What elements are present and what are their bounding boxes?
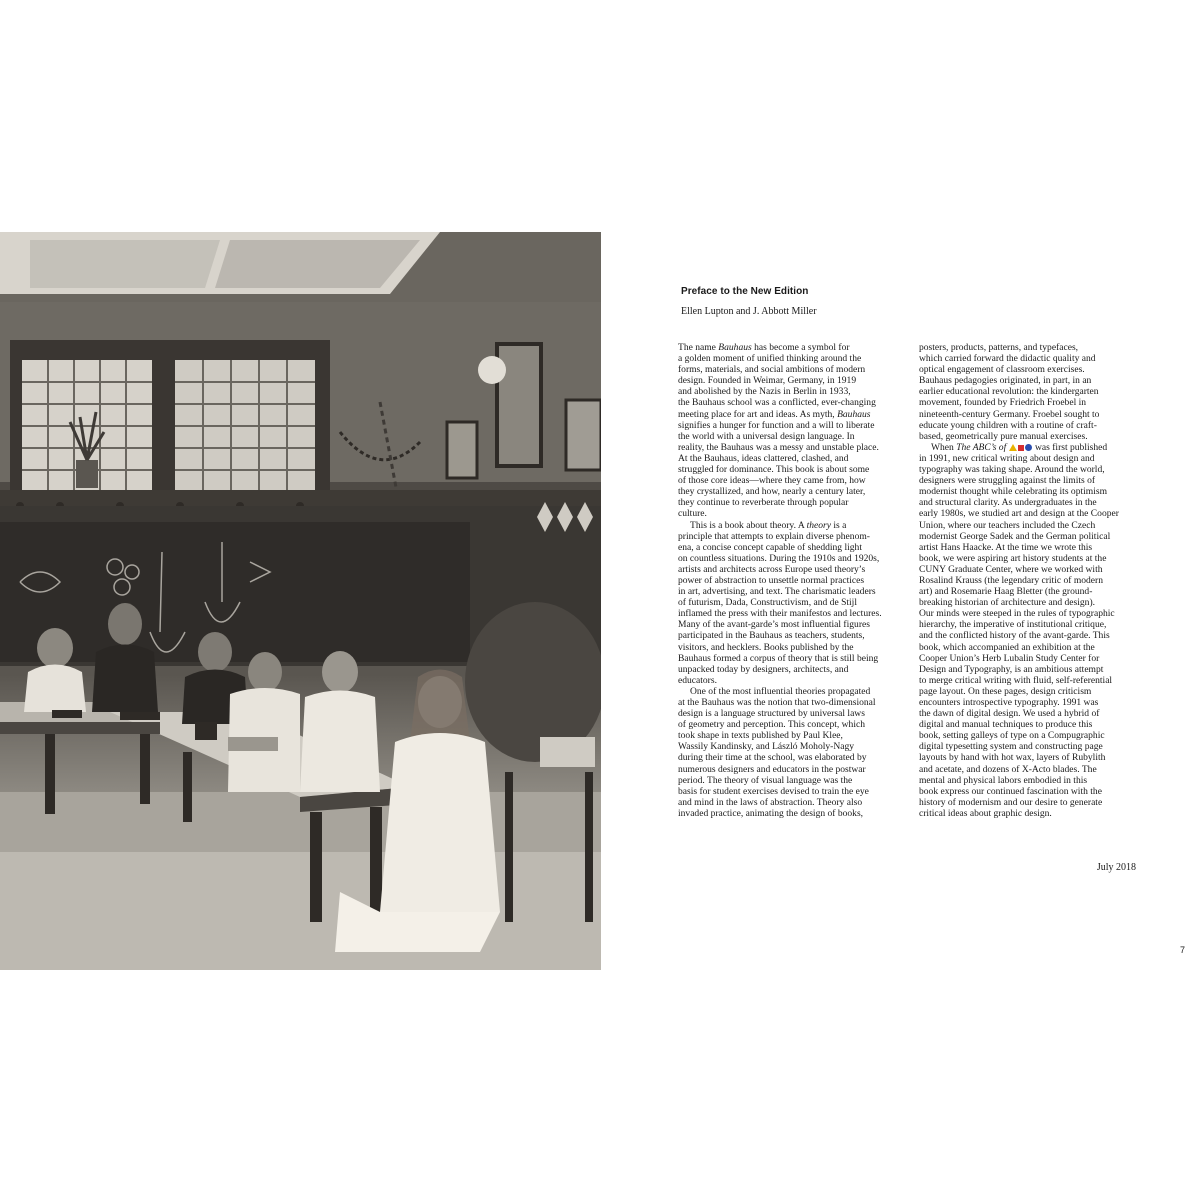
text-line: typography was taking shape. Around the world,: [919, 464, 1105, 476]
text-line: period. The theory of visual language was the: [678, 774, 853, 786]
text-line: When The ABC’s of was first published: [931, 441, 1108, 453]
text-line: and acetate, and dozens of X-Acto blades. The: [919, 763, 1097, 775]
text-line: modernist thought while celebrating its optimism: [919, 486, 1107, 498]
text-line: layouts by hand with hot wax, layers of Rubylith: [919, 752, 1106, 764]
text-line: Many of the avant-garde’s most influential figures: [678, 619, 870, 631]
text-line: and mind in the laws of abstraction. Theory also: [678, 796, 863, 808]
text-line: basis for student exercises devised to train the eye: [678, 785, 869, 797]
text-line: the Bauhaus school was a conflicted, ever-changing: [678, 397, 876, 409]
text-line: Our minds were steeped in the rules of typographic: [919, 608, 1115, 620]
text-line: digital typesetting system and constructing page: [919, 741, 1103, 753]
text-line: Wassily Kandinsky, and László Moholy-Nagy: [678, 741, 854, 753]
text-line: digital and manual techniques to produce this: [919, 719, 1093, 731]
text-line: meeting place for art and ideas. As myth, Bauhaus: [678, 408, 871, 420]
text-line: unpacked today by designers, architects, and: [678, 663, 849, 675]
text-line: posters, products, patterns, and typefaces,: [919, 342, 1079, 353]
text-line: The name Bauhaus has become a symbol for: [678, 342, 850, 353]
text-line: of those core ideas—where they came from, how: [678, 475, 866, 487]
text-line: they continue to reverberate through popular: [678, 497, 849, 509]
text-line: movement, founded by Friedrich Froebel in: [919, 397, 1087, 409]
square-icon: [1018, 445, 1024, 451]
text-line: artists and architects across Europe used theory’s: [678, 563, 866, 575]
text-line: optical engagement of classroom exercises.: [919, 364, 1085, 376]
text-line: which carried forward the didactic quality and: [919, 353, 1096, 365]
text-line: page layout. On these pages, design criticism: [919, 685, 1092, 697]
text-line: on countless situations. During the 1910s and 1920s,: [678, 552, 880, 564]
text-line: This is a book about theory. A theory is a: [690, 519, 847, 531]
text-line: at the Bauhaus was the notion that two-dimensional: [678, 697, 876, 708]
text-line: early 1980s, we studied art and design at the Cooper: [919, 508, 1119, 520]
text-line: forms, materials, and social ambitions of modern: [678, 364, 866, 376]
text-line: ena, a concise concept capable of shedding light: [678, 541, 862, 553]
triangle-icon: [1009, 444, 1017, 451]
text-line: One of the most influential theories propagated: [690, 685, 871, 697]
text-line: inflamed the press with their manifestos and lectures.: [678, 608, 882, 620]
text-line: educators.: [678, 674, 717, 686]
text-line: book, setting galleys of type on a Compugraphic: [919, 730, 1105, 742]
text-line: during their time at the school, was elaborated by: [678, 752, 867, 764]
text-line: invaded practice, animating the design of books,: [678, 807, 864, 819]
text-line: and the conflicted history of the avant-garde. This: [919, 630, 1110, 642]
text-line: critical ideas about graphic design.: [919, 807, 1052, 819]
text-line: numerous designers and educators in the postwar: [678, 763, 866, 775]
text-line: design is a language structured by universal laws: [678, 708, 865, 720]
text-line: signifies a hunger for function and a will to liberate: [678, 419, 875, 431]
text-line: to merge critical writing with fluid, self-referential: [919, 674, 1113, 686]
text-line: mental and physical labors embodied in this: [919, 774, 1088, 786]
text-line: the dawn of digital design. We used a hybrid of: [919, 708, 1100, 720]
text-line: educate young children with a routine of craft-: [919, 419, 1097, 431]
text-line: in art, advertising, and text. The charismatic leaders: [678, 586, 876, 598]
text-line: participated in the Bauhaus as teachers, students,: [678, 630, 865, 642]
text-line: of geometry and perception. This concept, which: [678, 719, 865, 731]
text-line: breaking historian of architecture and design).: [919, 597, 1096, 609]
classroom-photo-icon: [0, 232, 601, 970]
circle-icon: [1025, 444, 1032, 451]
text-line: Union, where our teachers included the Czech: [919, 519, 1096, 531]
text-line: power of abstraction to unsettle normal practices: [678, 574, 865, 586]
text-line: and abolished by the Nazis in Berlin in 1933,: [678, 386, 851, 398]
text-line: CUNY Graduate Center, where we worked with: [919, 563, 1103, 575]
text-line: earlier educational revolution: the kindergarten: [919, 386, 1099, 398]
preface-authors: Ellen Lupton and J. Abbott Miller: [681, 306, 817, 317]
text-line: history of modernism and our desire to generate: [919, 796, 1103, 808]
text-line: in 1991, new critical writing about design and: [919, 452, 1095, 464]
text-line: At the Bauhaus, ideas clattered, clashed, and: [678, 452, 849, 464]
preface-title: Preface to the New Edition: [681, 286, 809, 297]
text-line: Rosalind Krauss (the legendary critic of modern: [919, 574, 1103, 586]
text-line: Bauhaus formed a corpus of theory that is still being: [678, 652, 879, 664]
text-line: and structural clarity. As undergraduates in the: [919, 497, 1097, 509]
text-page: [601, 232, 1200, 970]
text-line: took shape in texts published by Paul Klee,: [678, 730, 843, 742]
text-column-1: [678, 342, 908, 819]
text-line: Cooper Union’s Herb Lubalin Study Center for: [919, 652, 1100, 664]
text-line: reality, the Bauhaus was a messy and unstable place.: [678, 441, 879, 453]
text-line: Design and Typography, is an ambitious attempt: [919, 663, 1104, 675]
text-line: art) and Rosemarie Haag Bletter (the ground-: [919, 586, 1093, 598]
text-line: book, we were aspiring art history students at the: [919, 552, 1107, 564]
page-number: 7: [1180, 945, 1186, 955]
text-line: book express our continued fascination with the: [919, 785, 1102, 797]
text-line: the world with a universal design language. In: [678, 430, 855, 442]
text-line: based, geometrically pure manual exercises.: [919, 430, 1088, 442]
text-line: design. Founded in Weimar, Germany, in 1919: [678, 375, 857, 387]
text-line: nineteenth-century Germany. Froebel sought to: [919, 408, 1100, 420]
text-line: modernist George Sadek and the German political: [919, 530, 1111, 542]
preface-date: July 2018: [1096, 862, 1136, 873]
classroom-photograph: [0, 232, 601, 970]
text-column-2: [919, 342, 1149, 819]
text-line: book, which accompanied an exhibition at the: [919, 641, 1095, 653]
text-line: hierarchy, the imperative of institutional critique,: [919, 619, 1107, 631]
text-line: encounters introspective typography. 1991 was: [919, 697, 1099, 708]
text-line: visitors, and hecklers. Books published by the: [678, 641, 854, 653]
text-line: designers were struggling against the limits of: [919, 475, 1096, 487]
text-line: culture.: [678, 508, 707, 520]
text-line: Bauhaus pedagogies originated, in part, in an: [919, 375, 1092, 387]
text-line: artist Hans Haacke. At the time we wrote this: [919, 541, 1093, 553]
text-line: struggled for dominance. This book is about some: [678, 464, 870, 476]
text-line: a golden moment of unified thinking around the: [678, 353, 862, 365]
text-line: of futurism, Dada, Constructivism, and de Stijl: [678, 597, 857, 609]
text-line: principle that attempts to explain diverse phenom-: [678, 530, 870, 542]
text-line: they crystallized, and how, nearly a century later,: [678, 486, 866, 498]
